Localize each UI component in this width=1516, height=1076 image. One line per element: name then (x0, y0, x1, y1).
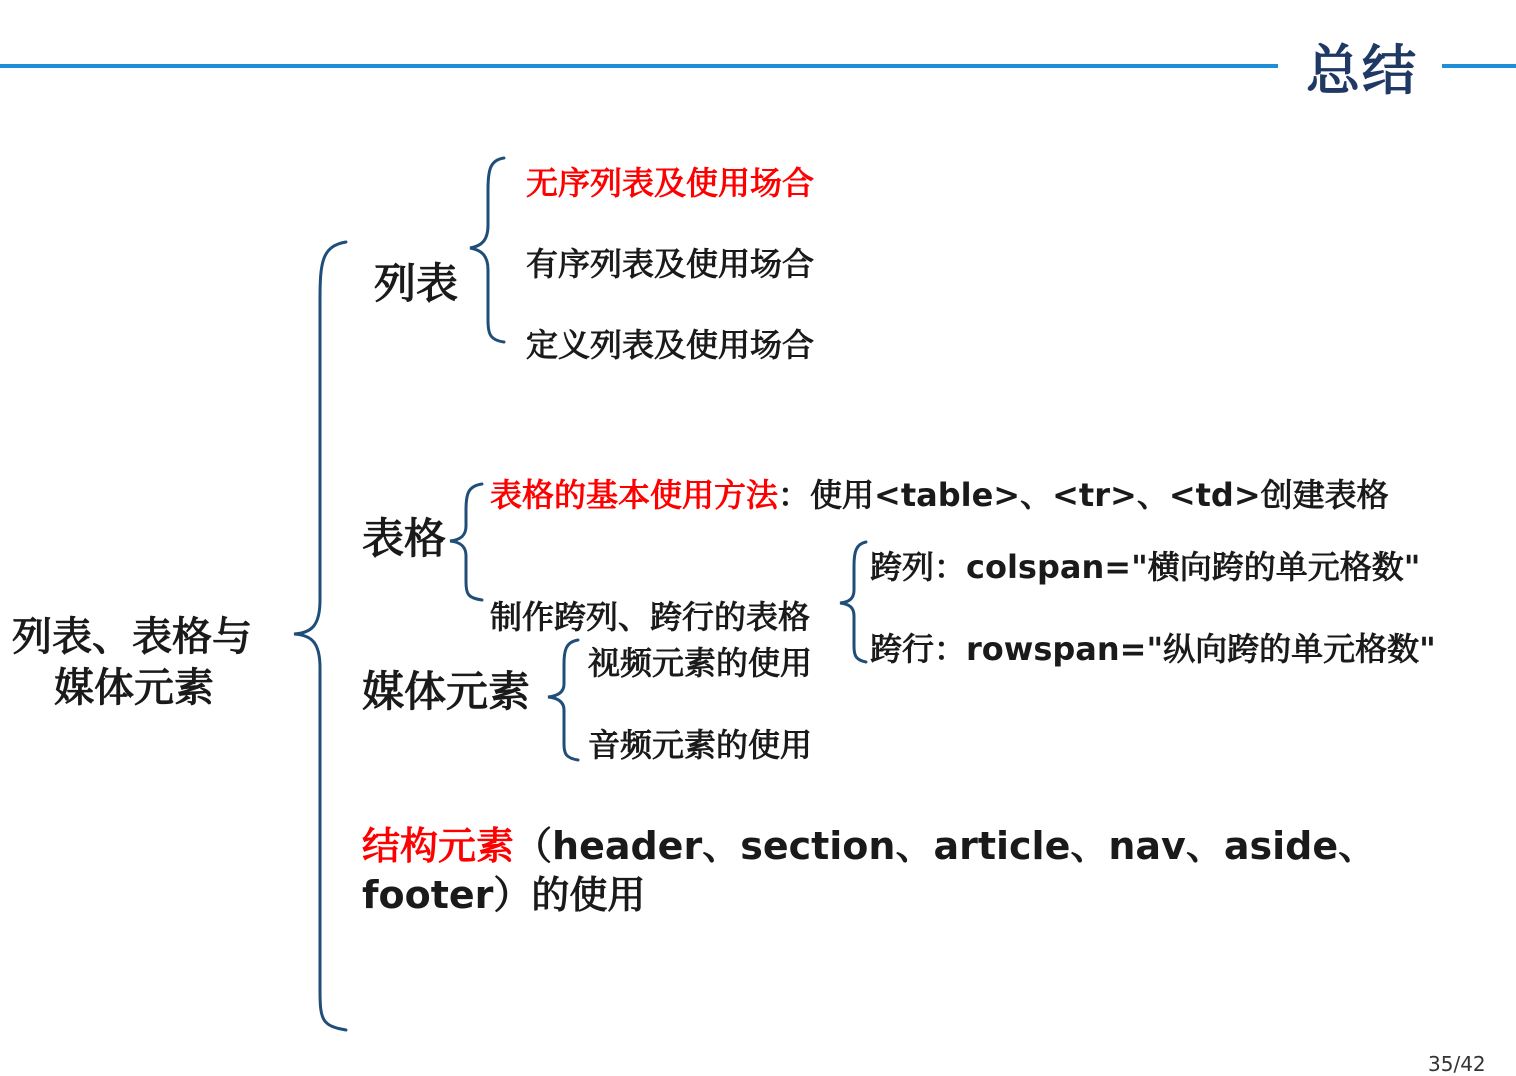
list-item-unordered: 无序列表及使用场合 (526, 164, 815, 202)
media-brace (548, 640, 578, 760)
structure-rest: （header、section、article、nav、aside、 (514, 824, 1377, 868)
media-item-audio: 音频元素的使用 (588, 726, 813, 764)
list-item-definition: 定义列表及使用场合 (526, 326, 815, 364)
root-label-line1: 列表、表格与 (12, 614, 252, 660)
media-label: 媒体元素 (362, 667, 531, 716)
lists-brace (470, 158, 504, 342)
structure-line2: footer）的使用 (362, 873, 646, 917)
tables-span-label: 制作跨列、跨行的表格 (490, 598, 811, 636)
root-label-line2: 媒体元素 (54, 665, 214, 711)
tables-label: 表格 (362, 514, 447, 563)
tables-rowspan: 跨行：rowspan="纵向跨的单元格数" (870, 630, 1436, 668)
structure-line1 (362, 815, 1376, 870)
page-number: 35/42 (1428, 1052, 1486, 1076)
tables-basic-usage (490, 470, 1389, 516)
root-brace (294, 242, 346, 1030)
tables-brace (450, 484, 482, 600)
structure-highlight: 结构元素 (362, 824, 515, 868)
tables-basic-rest: ：使用<table>、<tr>、<td>创建表格 (778, 476, 1389, 514)
lists-label: 列表 (374, 259, 459, 308)
span-brace (840, 542, 866, 662)
tables-colspan: 跨列：colspan="横向跨的单元格数" (870, 548, 1421, 586)
list-item-ordered: 有序列表及使用场合 (526, 245, 815, 283)
media-item-video: 视频元素的使用 (588, 644, 813, 682)
page-title: 总结 (1306, 39, 1418, 102)
tables-basic-highlight: 表格的基本使用方法 (490, 476, 779, 514)
